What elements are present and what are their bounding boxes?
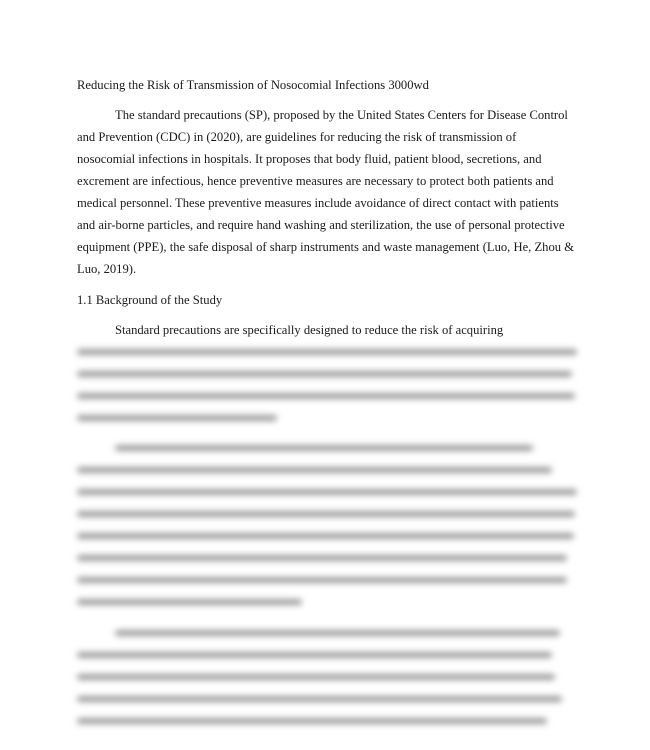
background-paragraph-start: Standard precautions are specifically designed to reduce the risk of acquiring — [115, 323, 504, 337]
intro-paragraph: The standard precautions (SP), proposed by the United States Centers for Disease Control and Prevention (CDC) in (2020), are guidelines for reducing the risk of transmission of nosocomial infections in hospitals. It proposes that body fluid, patient blood, secretions, and excrement are infectious, hence preventive measures are necessary to protect both patients and medical personnel. These preventive measures include avoidance of direct contact with patients and air-borne particles, and require hand washing and sterilization, the use of personal protective equipment (PPE), the safe disposal of sharp instruments and waste management (Luo, He, Zhou & Luo, 2019). — [77, 108, 574, 276]
blurred-paragraph — [77, 630, 582, 740]
blurred-paragraph — [77, 349, 582, 437]
blurred-paragraph — [77, 445, 582, 621]
section-heading: 1.1 Background of the Study — [77, 293, 223, 307]
document-title: Reducing the Risk of Transmission of Nosocomial Infections 3000wd — [77, 78, 429, 92]
